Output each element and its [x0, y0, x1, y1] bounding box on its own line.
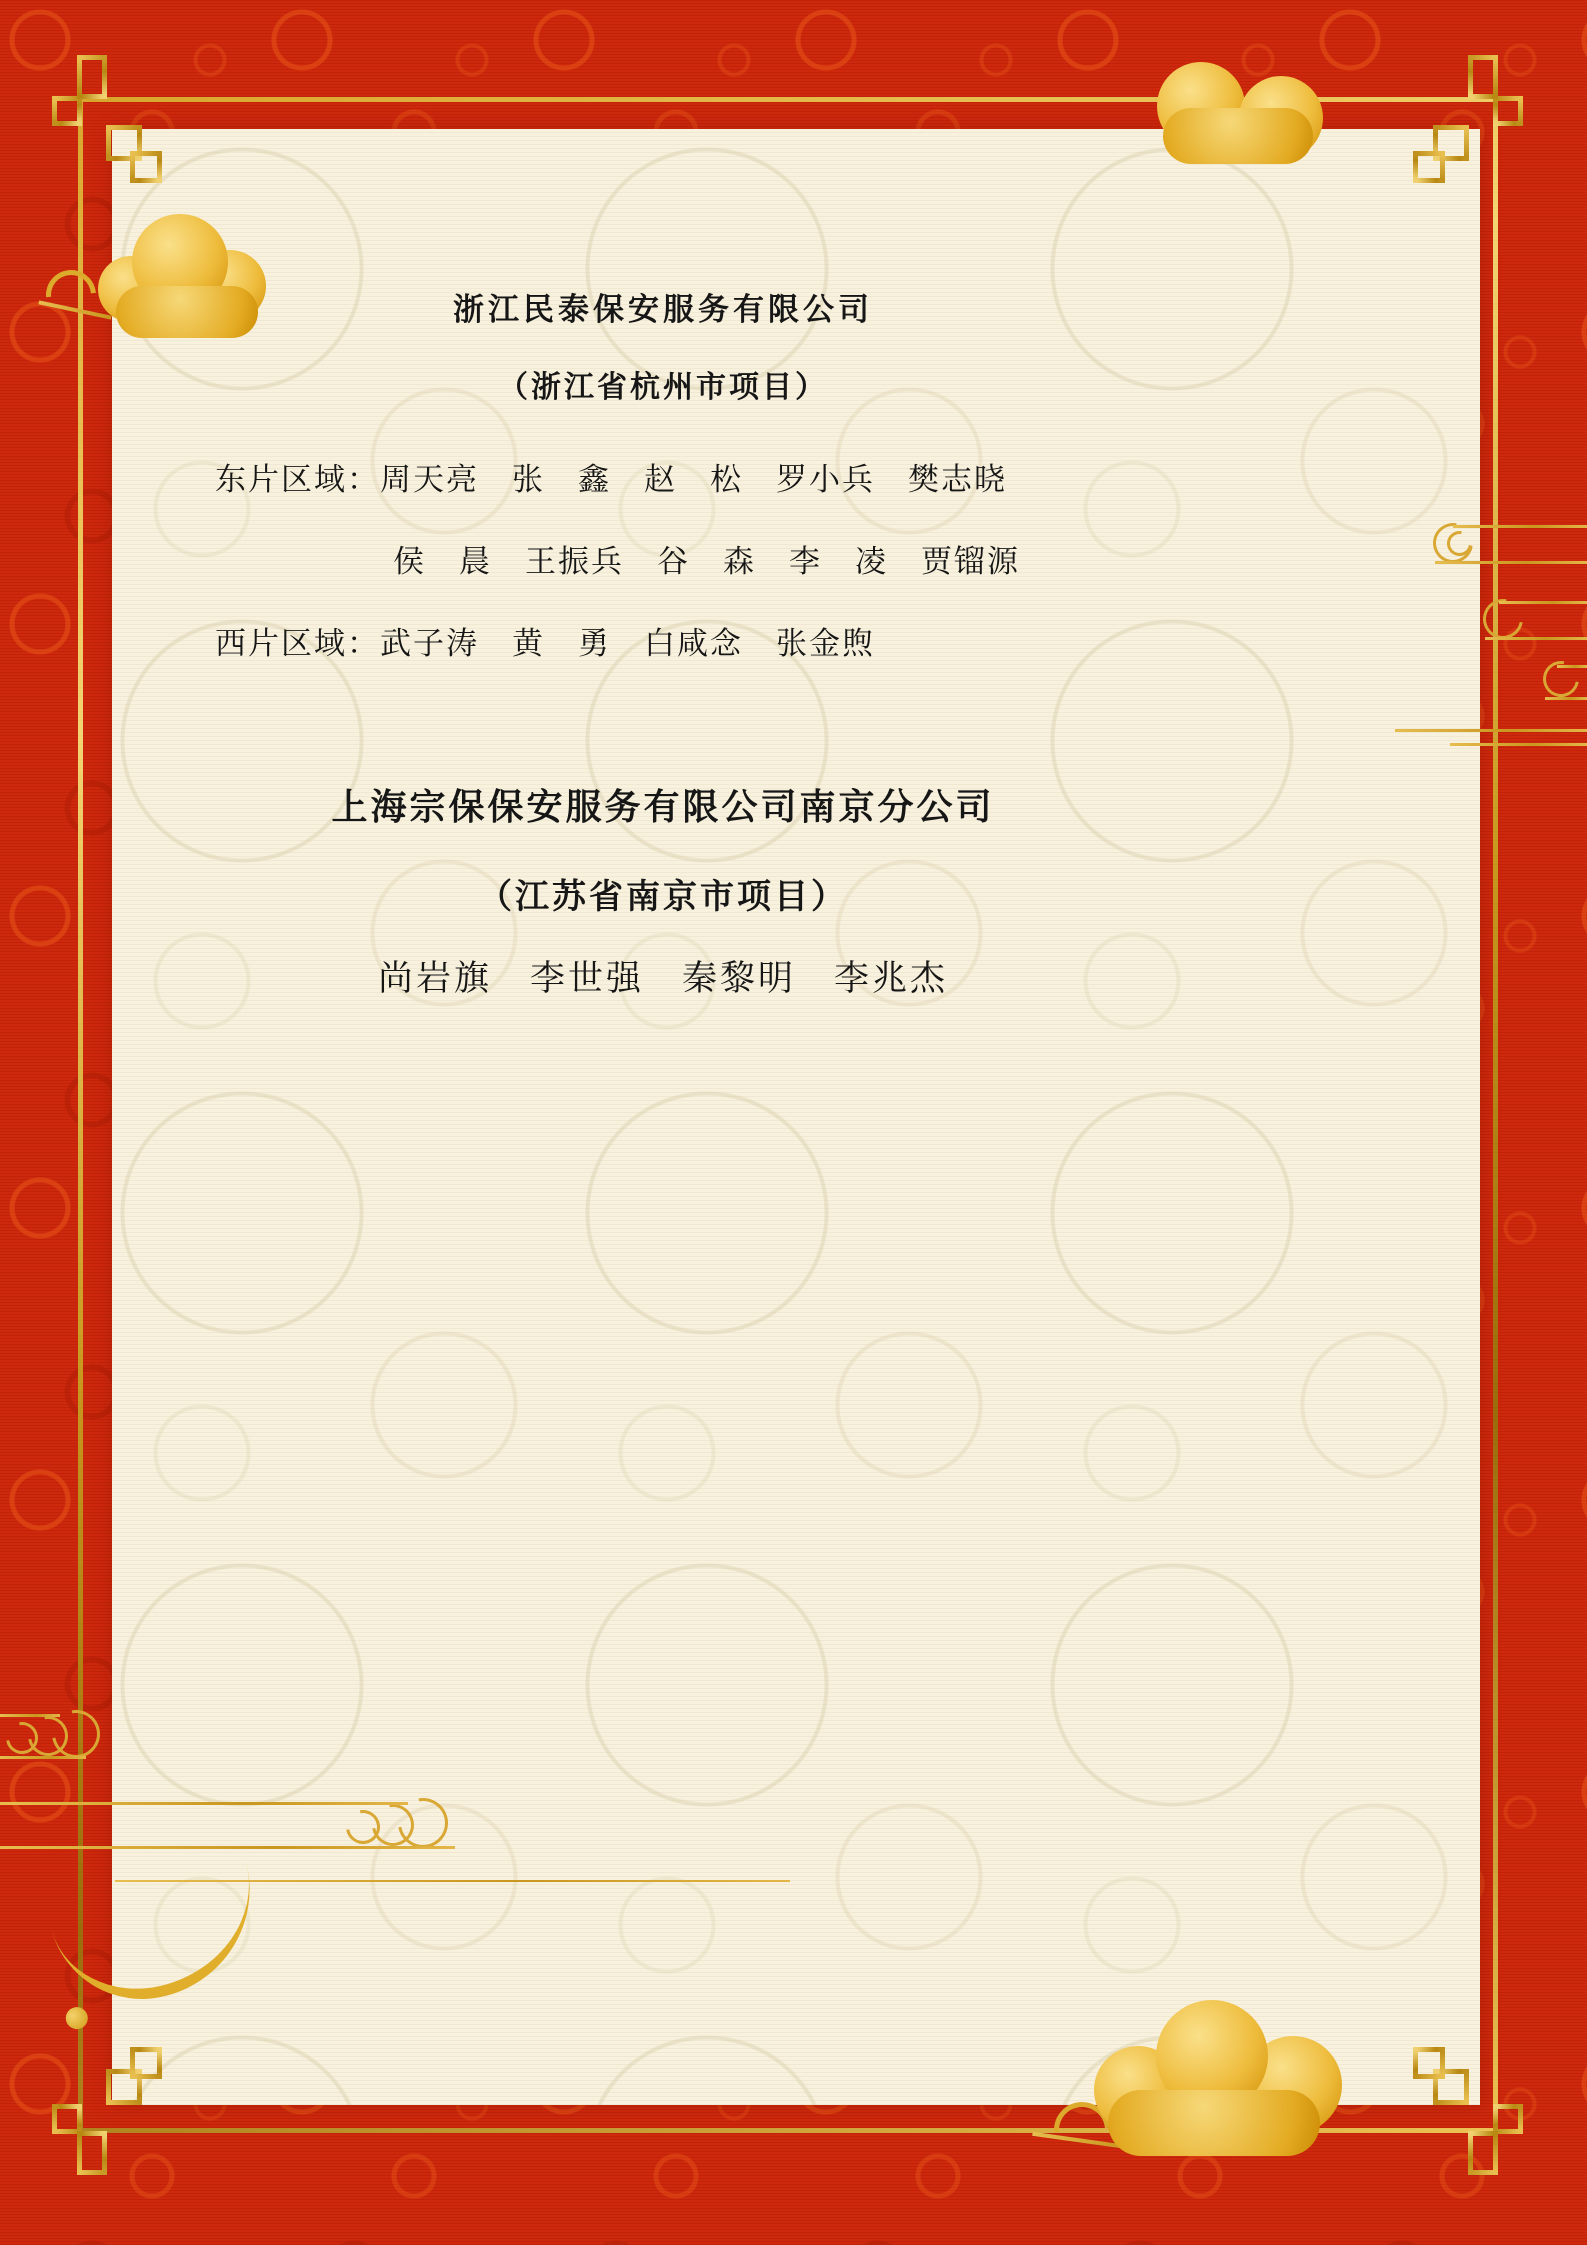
names-row-east: 东片区域：周天亮 张 鑫 赵 松 罗小兵 樊志晓	[215, 462, 1007, 497]
company-1-name: 浙江民泰保安服务有限公司	[453, 292, 873, 327]
names-row-west: 西片区域：武子涛 黄 勇 白咸念 张金煦	[215, 626, 875, 661]
names-row-east-2: 侯 晨 王振兵 谷 森 李 凌 贾镏源	[393, 544, 1020, 579]
project-2-label: （江苏省南京市项目）	[478, 879, 848, 916]
company-2-name: 上海宗保保安服务有限公司南京分公司	[331, 787, 995, 827]
project-1-label: （浙江省杭州市项目）	[498, 371, 828, 404]
cloud-scroll-icon	[1395, 515, 1587, 755]
names-row-nanjing: 尚岩旗 李世强 秦黎明 李兆杰	[377, 959, 948, 998]
document-text	[113, 0, 1213, 2245]
